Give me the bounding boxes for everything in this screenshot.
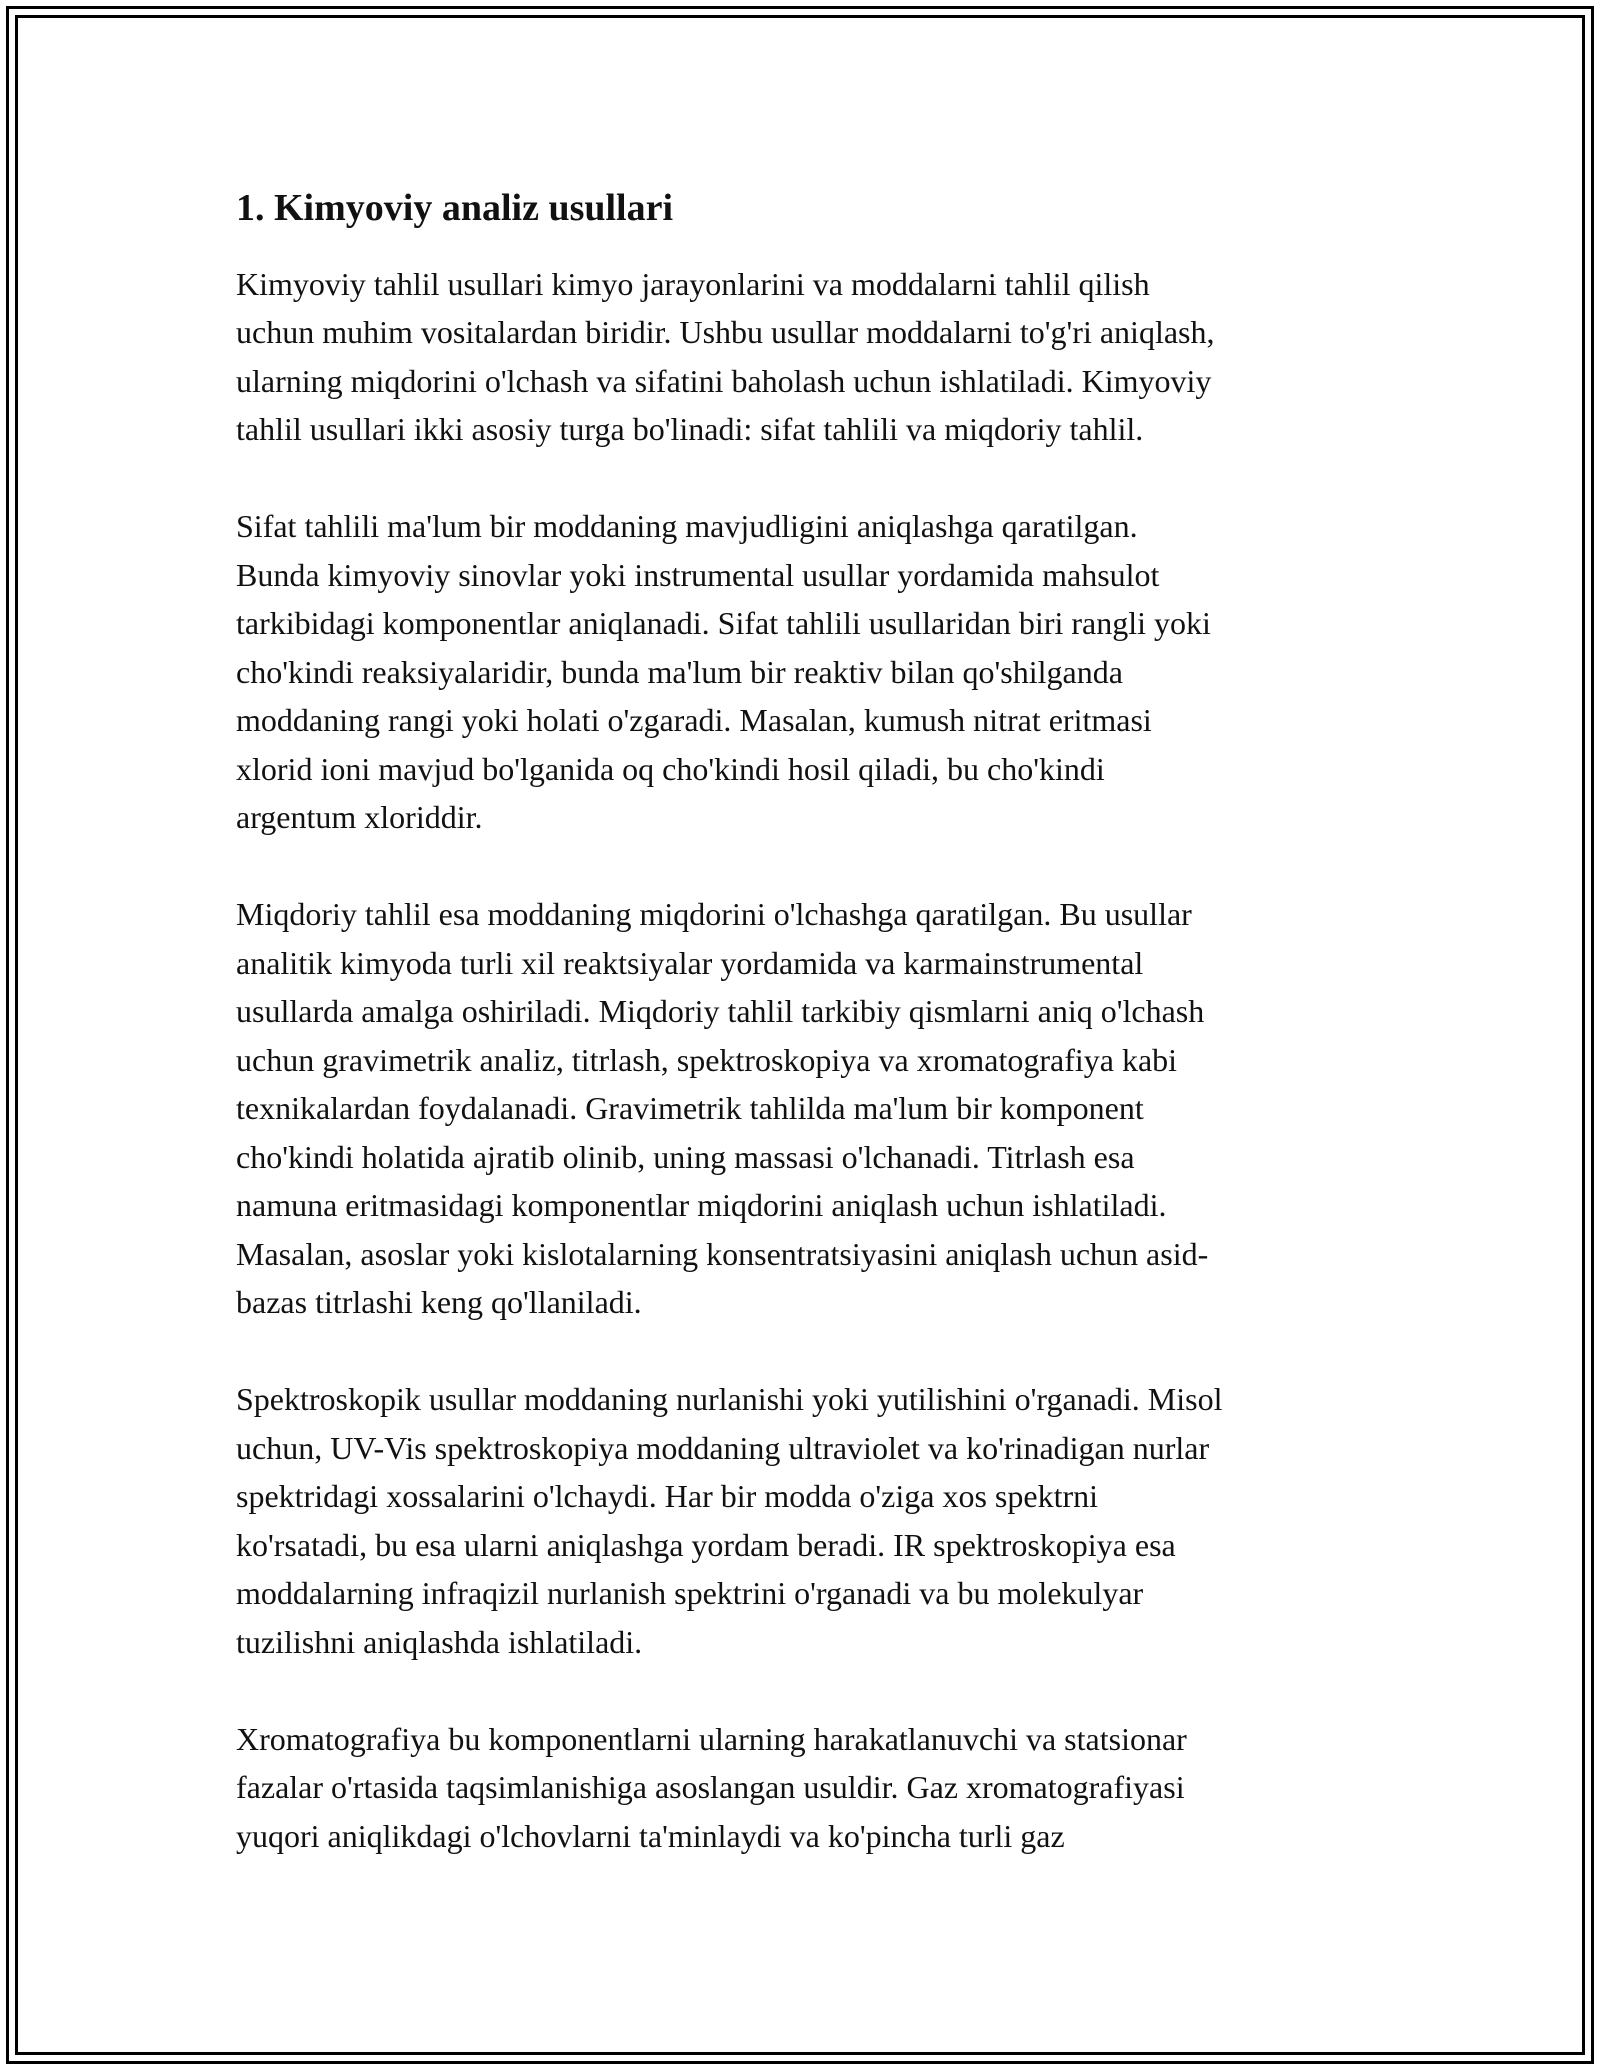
paragraph-chromatography: Xromatografiya bu komponentlarni ularning harakatlanuvchi va statsionar fazalar o'rtasida taqsimlanishiga asoslangan usuldir. Gaz xromatografiyasi yuqori aniqlikdagi o'lchovlarni ta'minlaydi va ko'pincha turli gaz [236,1720,1187,1854]
paragraph-quantitative-analysis: Miqdoriy tahlil esa moddaning miqdorini o'lchashga qaratilgan. Bu usullar analitik kimyoda turli xil reaktsiyalar yordamida va karmainstrumental usullarda amalga oshiriladi. Miqdoriy tahlil tarkibiy qismlarni aniq o'lchash uchun gravimetrik analiz, titrlash, spektroskopiya va xromatografiya kabi texnikalardan foydalanadi. Gravimetrik tahlilda ma'lum bir komponent cho'kindi holatida ajratib olinib, uning massasi o'lchanadi. Titrlash esa namuna eritmasidagi komponentlar miqdorini aniqlash uchun ishlatiladi. Masalan, asoslar yoki kislotalarning konsentratsiyasini aniqlash uchun asid- bazas titrlashi keng qo'llaniladi. [236,896,1209,1321]
paragraph-intro: Kimyoviy tahlil usullari kimyo jarayonlarini va moddalarni tahlil qilish uchun muhim vositalardan biridir. Ushbu usullar moddalarni to'g'ri aniqlash, ularning miqdorini o'lchash va sifatini baholash uchun ishlatiladi. Kimyoviy tahlil usullari ikki asosiy turga bo'linadi: sifat tahlili va miqdoriy tahlil. [236,265,1215,448]
document-body [236,186,1396,1909]
paragraph-spectroscopy: Spektroskopik usullar moddaning nurlanishi yoki yutilishini o'rganadi. Misol uchun, UV-Vis spektroskopiya moddaning ultraviolet va ko'rinadigan nurlar spektridagi xossalarini o'lchaydi. Har bir modda o'ziga xos spektrni ko'rsatadi, bu esa ularni aniqlashga yordam beradi. IR spektroskopiya esa moddalarning infraqizil nurlanish spektrini o'rganadi va bu molekulyar tuzilishni aniqlashda ishlatiladi. [236,1381,1223,1660]
section-heading: 1. Kimyoviy analiz usullari [236,187,674,229]
paragraph-qualitative-analysis: Sifat tahlili ma'lum bir moddaning mavjudligini aniqlashga qaratilgan. Bunda kimyoviy sinovlar yoki instrumental usullar yordamida mahsulot tarkibidagi komponentlar aniqlanadi. Sifat tahlili usullaridan biri rangli yoki cho'kindi reaksiyalaridir, bunda ma'lum bir reaktiv bilan qo'shilganda moddaning rangi yoki holati o'zgaradi. Masalan, kumush nitrat eritmasi xlorid ioni mavjud bo'lganida oq cho'kindi hosil qiladi, bu cho'kindi argentum xloriddir. [236,508,1211,836]
